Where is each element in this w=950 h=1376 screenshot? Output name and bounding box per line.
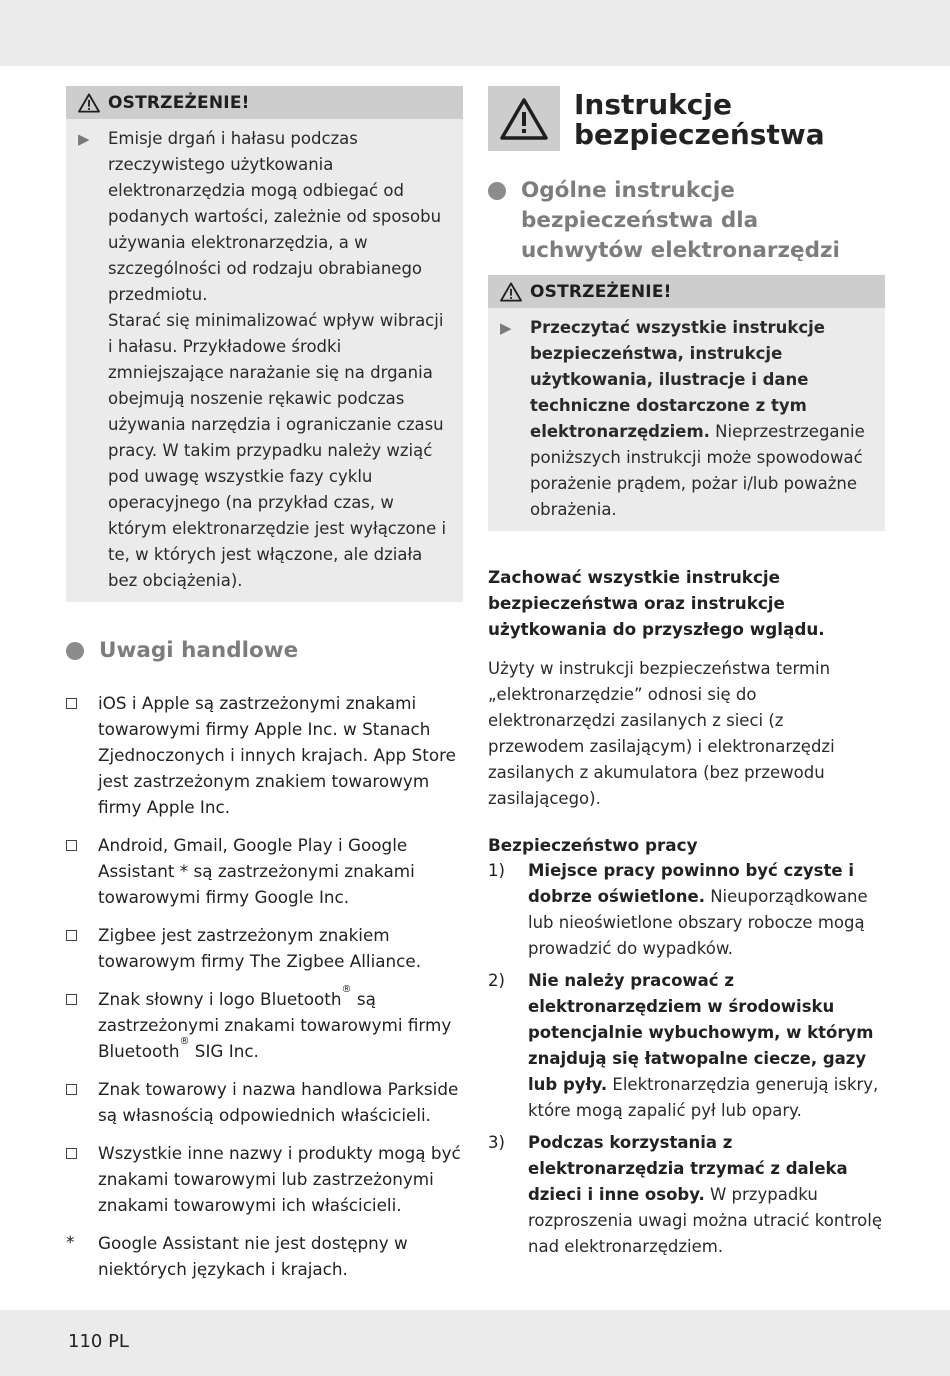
vibration-warning-box bbox=[66, 86, 463, 602]
bottom-bar bbox=[0, 1310, 950, 1376]
list-item: Zigbee jest zastrzeżonym znakiem towarowym firmy The Zigbee Alliance. bbox=[66, 922, 463, 974]
checkbox-square-icon bbox=[66, 690, 98, 820]
list-item: 3) Podczas korzystania z elektronarzędzia trzymać z daleka dzieci i inne osoby. W przypadku rozproszenia uwagi można utracić kontrolę nad elektronarzędziem. bbox=[488, 1133, 883, 1256]
checkbox-square-icon bbox=[66, 1076, 98, 1128]
warning-paragraph: Starać się minimalizować wpływ wibracji i hałasu. Przykładowe środki zmniejszające narażanie się na drgania obejmują noszenie rękawic podczas używania narzędzia i ograniczanie czasu pracy. W takim przypadku należy wziąć pod uwagę wszystkie fazy cyklu operacyjnego (na przykład czas, w którym elektronarzędzie jest wyłączone i te, w których jest włączone, ale działa bez obciążenia). bbox=[108, 311, 447, 590]
checkbox-square-icon bbox=[66, 1140, 98, 1218]
trade-notes-heading bbox=[66, 636, 463, 666]
list-item: 2) Nie należy pracować z elektronarzędziem w środowisku potencjalnie wybuchowym, w którym znajdują się łatwopalne ciecze, gazy lub pyły. Elektronarzędzia generują iskry, które mogą zapalić pył lub opary. bbox=[488, 971, 879, 1120]
list-item bbox=[66, 986, 463, 1064]
general-safety-heading bbox=[488, 176, 885, 266]
list-item: iOS i Apple są zastrzeżonymi znakami towarowymi firmy Apple Inc. w Stanach Zjednoczonych i innych krajach. App Store jest zastrzeżonym znakiem towarowym firmy Apple Inc. bbox=[66, 690, 463, 820]
warning-title: OSTRZEŻENIE! bbox=[530, 281, 672, 302]
trademark-list bbox=[66, 690, 463, 1282]
keep-instructions-note: Zachować wszystkie instrukcje bezpieczeństwa oraz instrukcje użytkowania do przyszłego wglądu. bbox=[488, 567, 825, 639]
work-safety-heading: Bezpieczeństwo pracy bbox=[488, 835, 698, 855]
warning-body bbox=[66, 119, 463, 602]
section-title: Ogólne instrukcje bezpieczeństwa dla uchwytów elektronarzędzi bbox=[521, 178, 840, 263]
warning-title: OSTRZEŻENIE! bbox=[108, 92, 250, 113]
footnote: * Google Assistant nie jest dostępny w niektórych językach i krajach. bbox=[66, 1230, 463, 1282]
warning-paragraph: Emisje drgań i hałasu podczas rzeczywistego użytkowania elektronarzędzia mogą odbiegać od podanych wartości, zależnie od sposobu używania elektronarzędzia, a w szczególności od rodzaju obrabianego przedmiotu. bbox=[108, 129, 442, 304]
bullet-dot-icon bbox=[66, 642, 84, 660]
left-column bbox=[66, 86, 463, 1294]
read-instructions-warning-box bbox=[488, 275, 885, 531]
page-number: 110 PL bbox=[68, 1331, 129, 1352]
warning-header bbox=[66, 86, 463, 119]
warning-header bbox=[488, 275, 885, 308]
warning-triangle-icon bbox=[488, 86, 560, 151]
bluetooth-trademark-text: Znak słowny i logo Bluetooth® są zastrzeżonymi znakami towarowymi firmy Bluetooth® SIG Inc. bbox=[98, 984, 452, 1061]
bullet-dot-icon bbox=[488, 182, 506, 200]
checkbox-square-icon bbox=[66, 922, 98, 974]
footnote-star: * bbox=[66, 1233, 75, 1253]
warning-triangle-icon bbox=[78, 93, 100, 113]
list-item: Android, Gmail, Google Play i Google Assistant * są zastrzeżonymi znakami towarowymi firmy Google Inc. bbox=[66, 832, 463, 910]
section-title: Uwagi handlowe bbox=[99, 638, 299, 663]
list-item: Wszystkie inne nazwy i produkty mogą być znakami towarowymi lub zastrzeżonymi znakami towarowymi ich właścicieli. bbox=[66, 1140, 463, 1218]
checkbox-square-icon bbox=[66, 832, 98, 910]
page-title: Instrukcje bezpieczeństwa bbox=[574, 88, 825, 151]
right-column bbox=[488, 86, 885, 1266]
work-safety-list bbox=[488, 858, 885, 1260]
main-heading bbox=[488, 86, 885, 151]
warning-text bbox=[108, 126, 453, 594]
list-item: Znak towarowy i nazwa handlowa Parkside są własnością odpowiednich właścicieli. bbox=[66, 1076, 463, 1128]
arrow-bullet-icon: ▶ bbox=[78, 130, 90, 148]
arrow-bullet-icon: ▶ bbox=[500, 319, 512, 337]
checkbox-square-icon bbox=[66, 986, 98, 1064]
warning-text: Przeczytać wszystkie instrukcje bezpieczeństwa, instrukcje użytkowania, ilustracje i dane techniczne dostarczone z tym elektronarzędziem. Nieprzestrzeganie poniższych instrukcji może spowodować porażenie prądem, pożar i/lub poważne obrażenia. bbox=[530, 318, 865, 519]
warning-body bbox=[488, 308, 885, 531]
top-bar bbox=[0, 0, 950, 66]
term-definition-paragraph: Użyty w instrukcji bezpieczeństwa termin „elektronarzędzie” odnosi się do elektronarzędzi zasilanych z sieci (z przewodem zasilającym) i elektronarzędzi zasilanych z akumulatora (bez przewodu zasilającego). bbox=[488, 659, 835, 808]
list-item: 1) Miejsce pracy powinno być czyste i dobrze oświetlone. Nieuporządkowane lub nieoświetlone obszary robocze mogą prowadzić do wypadków. bbox=[488, 861, 868, 958]
warning-triangle-icon bbox=[500, 282, 522, 302]
